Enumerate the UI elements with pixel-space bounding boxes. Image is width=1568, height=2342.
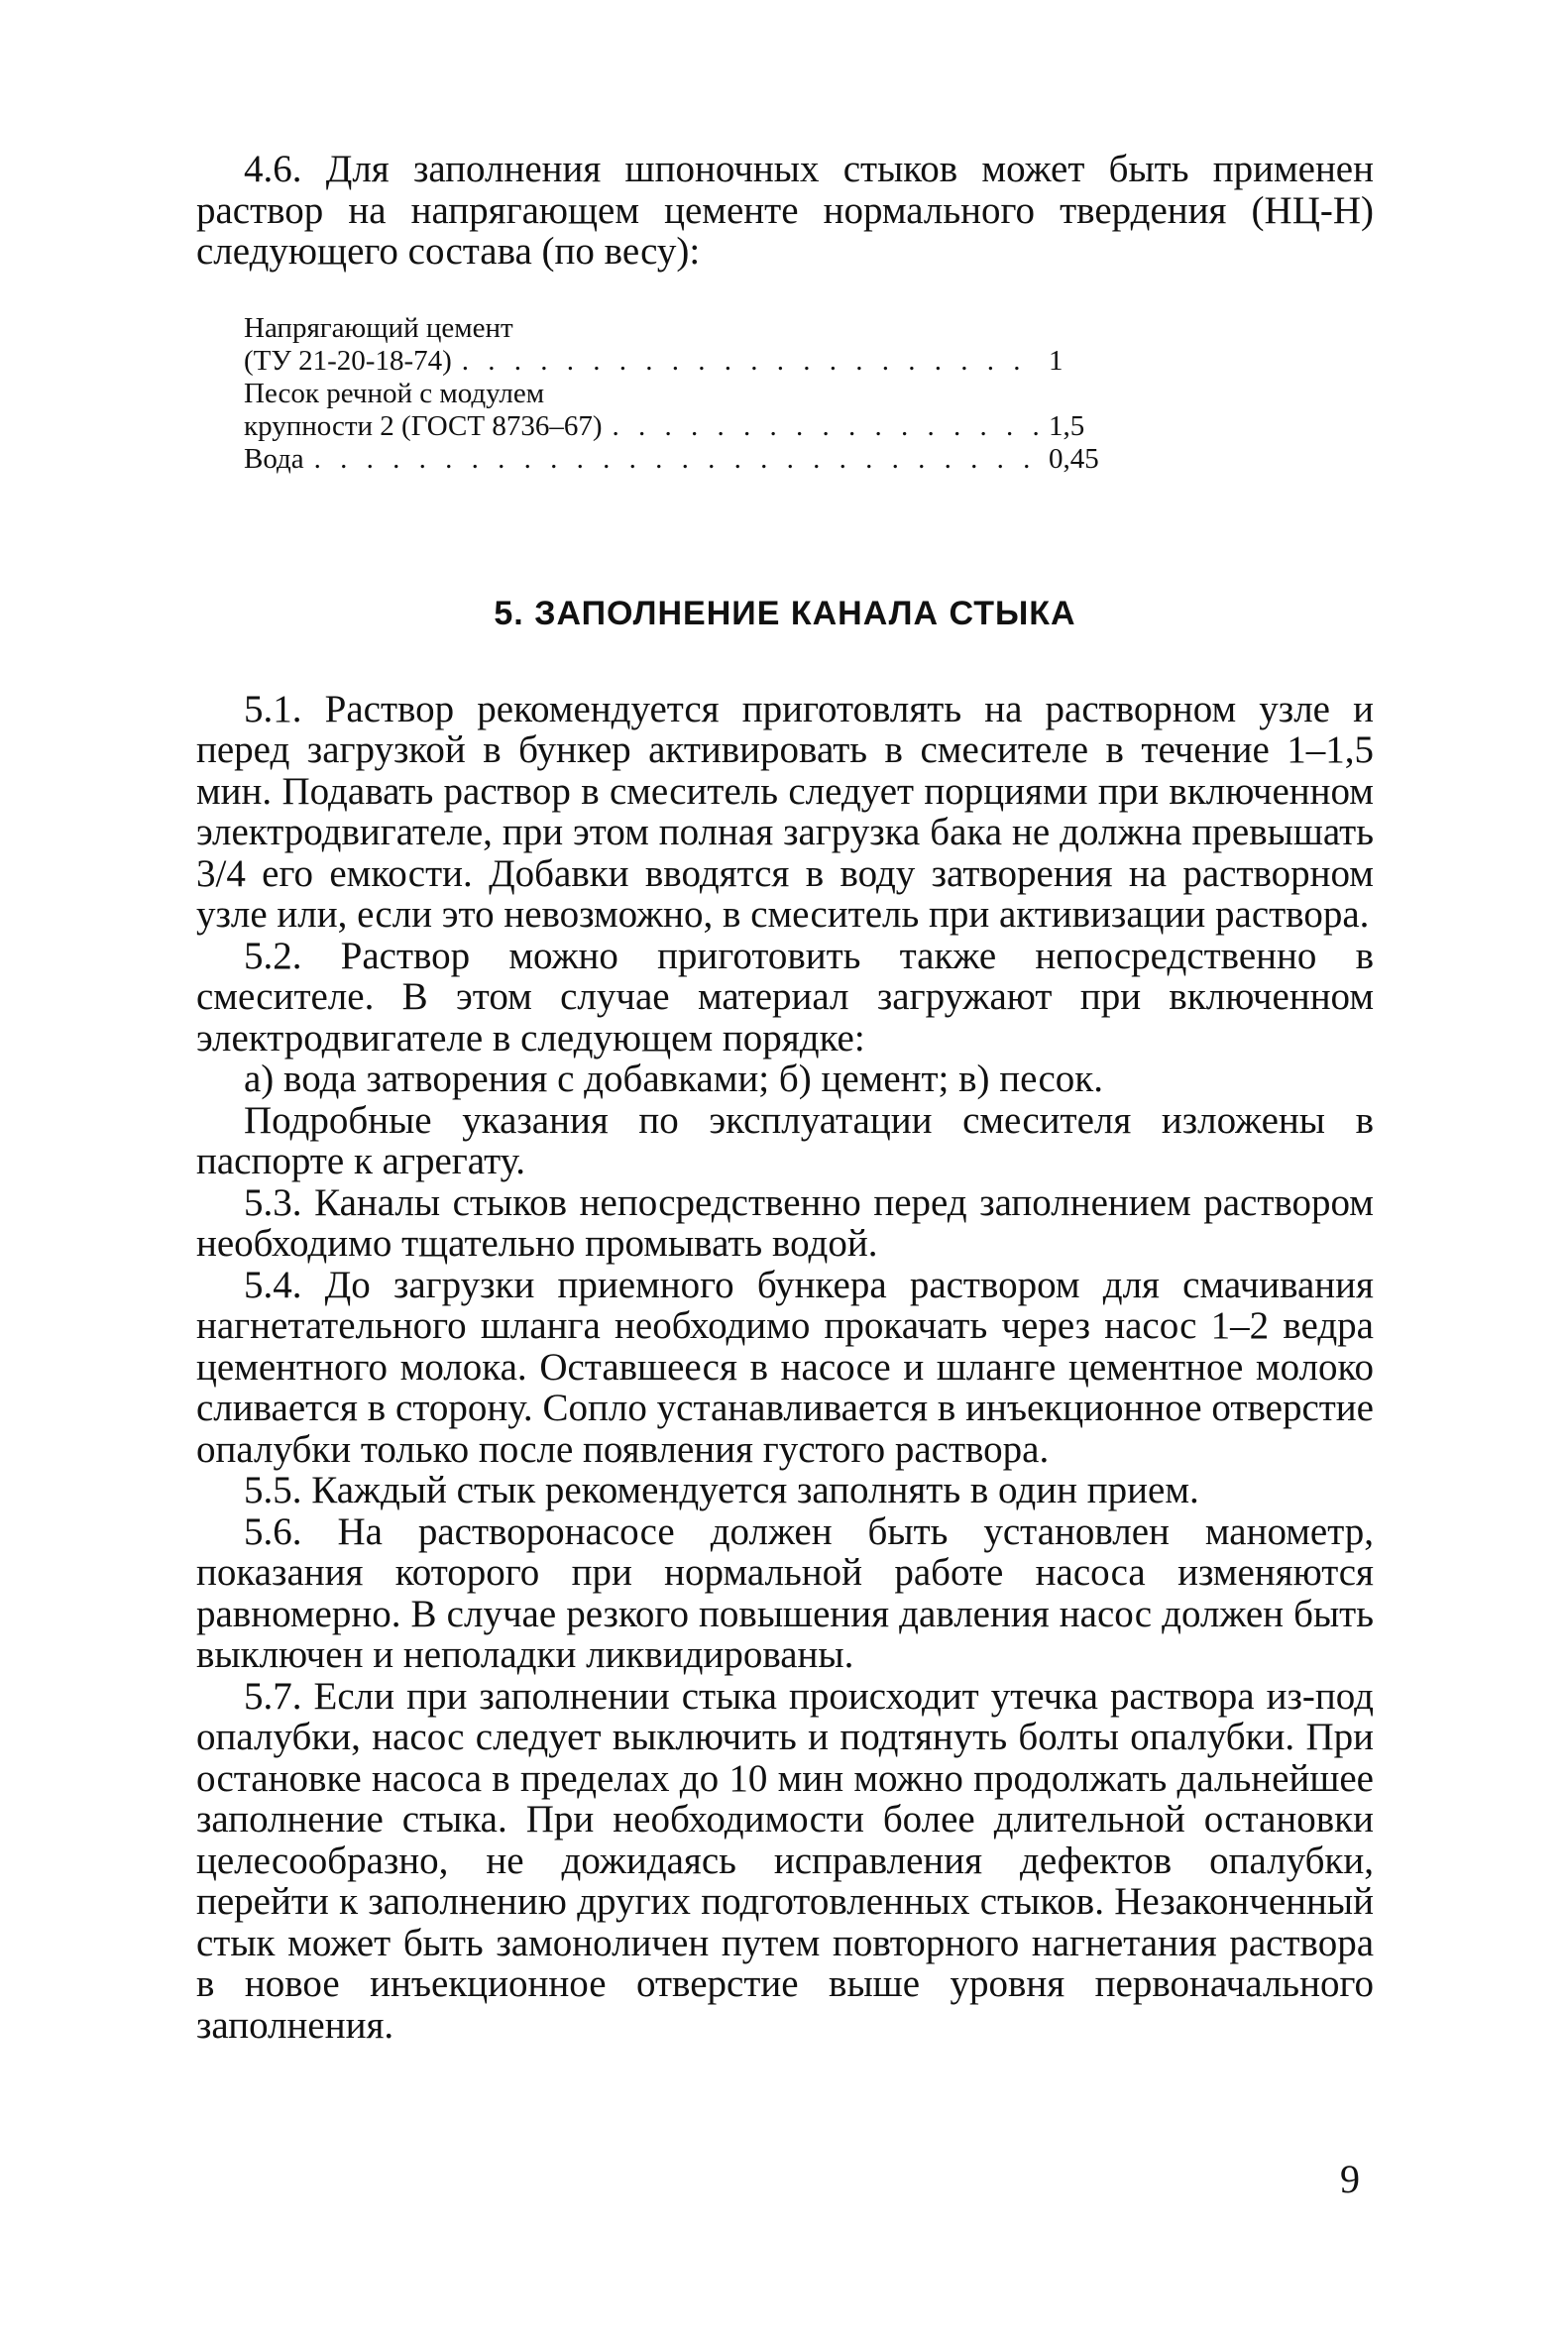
mix-item-name: Песок речной с модулем bbox=[244, 377, 545, 409]
leader-dots bbox=[462, 345, 1039, 378]
mix-item-name: Напрягающий цемент bbox=[244, 311, 513, 344]
paragraph-5-4: 5.4. До загрузки приемного бункера раствором для смачивания нагнетательного шланга необходимо прокачать через насос 1–2 ведра цементного молока. Оставшееся в насосе и шланге цементное молоко сливается в сторону. Сопло устанавливается в инъекционное отверстие опалубки только после появления густого раствора. bbox=[196, 1263, 1374, 1471]
paragraph-5-2: 5.2. Раствор можно приготовить также непосредственно в смесителе. В этом случае материал загружают при включенном электродвигателе в следующем порядке: bbox=[196, 934, 1374, 1059]
mix-item-name: Вода bbox=[244, 442, 304, 475]
mix-item-value: 1 bbox=[1049, 344, 1064, 377]
paragraph-5-3: 5.3. Каналы стыков непосредственно перед заполнением раствором необходимо тщательно промывать водой. bbox=[196, 1180, 1374, 1265]
mix-row-water bbox=[244, 443, 1112, 476]
mix-item-name: крупности 2 (ГОСТ 8736–67) bbox=[244, 409, 603, 442]
leader-dots bbox=[613, 410, 1040, 443]
mix-row-sand bbox=[244, 410, 1112, 443]
paragraph-4-6: 4.6. Для заполнения шпоночных стыков может быть применен раствор на напрягающем цементе нормального твердения (НЦ-Н) следующего состава (по весу): bbox=[196, 148, 1374, 273]
mix-row-cement-title bbox=[244, 312, 1112, 345]
paragraph-5-7: 5.7. Если при заполнении стыка происходит утечка раствора из-под опалубки, насос следует выключить и подтянуть болты опалубки. При остановке насоса в пределах до 10 мин можно продолжать дальнейшее заполнение стыка. При необходимости более длительной остановки целесообразно, не дожидаясь исправления дефектов опалубки, перейти к заполнению других подготовленных стыков. Незаконченный стык может быть замоноличен путем повторного нагнетания раствора в новое инъекционное отверстие выше уровня первоначального заполнения. bbox=[196, 1674, 1374, 2047]
paragraph-5-2-order: а) вода затворения с добавками; б) цемент; в) песок. bbox=[244, 1058, 1103, 1100]
mix-item-value: 0,45 bbox=[1049, 442, 1099, 475]
mix-composition-list bbox=[244, 312, 1112, 476]
mix-row-sand-title bbox=[244, 378, 1112, 410]
page-number: 9 bbox=[1340, 2157, 1360, 2201]
paragraph-5-5: 5.5. Каждый стык рекомендуется заполнять в один прием. bbox=[244, 1469, 1199, 1511]
paragraph-5-1: 5.1. Раствор рекомендуется приготовлять на растворном узле и перед загрузкой в бункер активировать в смесителе в течение 1–1,5 мин. Подавать раствор в смеситель следует порциями при включенном электродвигателе, при этом полная загрузка бака не должна превышать 3/4 его емкости. Добавки вводятся в воду затворения на растворном узле или, если это невозможно, в смеситель при активизации раствора. bbox=[196, 687, 1374, 936]
leader-dots bbox=[314, 443, 1039, 476]
mix-item-name: (ТУ 21-20-18-74) bbox=[244, 344, 452, 377]
paragraph-5-6: 5.6. На растворонасосе должен быть установлен манометр, показания которого при нормальной работе насоса изменяются равномерно. В случае резкого повышения давления насос должен быть выключен и неполадки ликвидированы. bbox=[196, 1509, 1374, 1676]
section-heading: 5. ЗАПОЛНЕНИЕ КАНАЛА СТЫКА bbox=[494, 594, 1076, 632]
document-page bbox=[196, 149, 1374, 2046]
paragraph-5-2-note: Подробные указания по эксплуатации смесителя изложены в паспорте к агрегату. bbox=[196, 1098, 1374, 1182]
mix-row-cement bbox=[244, 345, 1112, 378]
mix-item-value: 1,5 bbox=[1049, 409, 1085, 442]
